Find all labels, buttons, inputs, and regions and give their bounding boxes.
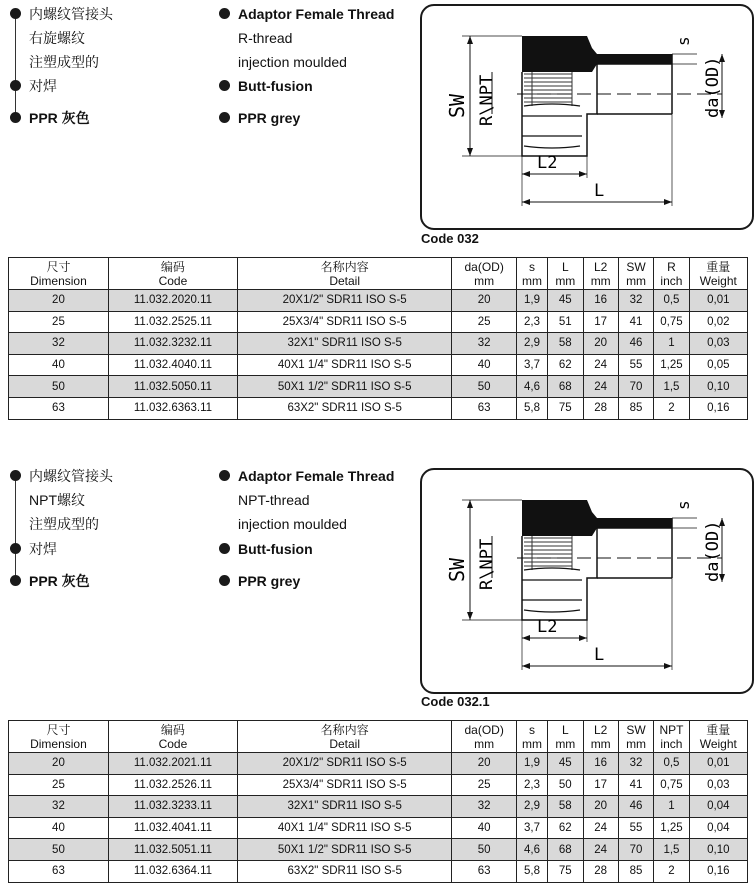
- table-cell: 63: [452, 397, 517, 419]
- table-cell: 28: [583, 860, 618, 882]
- table-cell: 68: [548, 376, 583, 398]
- header-text: L2: [594, 259, 608, 274]
- header-text: injection moulded: [238, 54, 347, 70]
- table-cell: 20: [583, 333, 618, 355]
- header-text: PPR 灰色: [29, 573, 90, 589]
- table-cell: 0,16: [689, 860, 747, 882]
- table-row: [9, 860, 748, 882]
- table-cell: 25: [452, 774, 517, 796]
- table-cell: 0,5: [654, 753, 689, 775]
- header-text: da(OD): [464, 722, 504, 737]
- bullet-icon: [219, 470, 230, 481]
- table-cell: 16: [583, 290, 618, 312]
- table-cell: 46: [618, 333, 653, 355]
- technical-drawing: [420, 468, 754, 694]
- header-text: SW: [626, 259, 646, 274]
- header-text: 重量: [706, 722, 731, 737]
- table-cell: 0,10: [689, 839, 747, 861]
- table-cell: 58: [548, 796, 583, 818]
- thread-label: R\NPT: [477, 74, 497, 126]
- bullet-icon: [219, 80, 230, 91]
- header-text: NPT-thread: [238, 492, 310, 508]
- table-cell: 11.032.6363.11: [108, 397, 237, 419]
- table-cell: 2: [654, 860, 689, 882]
- bullet-icon: [10, 80, 21, 91]
- table-cell: 62: [548, 817, 583, 839]
- l-label: L: [594, 181, 605, 201]
- table-cell: 20: [452, 290, 517, 312]
- table-cell: 62: [548, 354, 583, 376]
- table-cell: 63X2" SDR11 ISO S-5: [237, 397, 451, 419]
- table-row: [9, 753, 748, 775]
- bullet-icon: [219, 112, 230, 123]
- table-cell: 2,3: [516, 774, 547, 796]
- header-text: 编码: [160, 722, 185, 737]
- table-cell: 0,01: [689, 753, 747, 775]
- header-text: 编码: [160, 259, 185, 274]
- table-cell: 20: [583, 796, 618, 818]
- table-row: [9, 333, 748, 355]
- table-cell: 85: [618, 397, 653, 419]
- table-cell: 70: [618, 376, 653, 398]
- header-text: R-thread: [238, 30, 293, 46]
- table-cell: 20X1/2" SDR11 ISO S-5: [237, 753, 451, 775]
- header-text: Detail: [329, 273, 361, 288]
- header-text: R: [667, 259, 676, 274]
- table-cell: 63X2" SDR11 ISO S-5: [237, 860, 451, 882]
- sw-label: SW: [445, 557, 469, 582]
- table-cell: 11.032.2020.11: [108, 290, 237, 312]
- header-text: Dimension: [30, 273, 87, 288]
- table-cell: 3,7: [516, 354, 547, 376]
- table-row: [9, 376, 748, 398]
- table-cell: 20X1/2" SDR11 ISO S-5: [237, 290, 451, 312]
- header-text: injection moulded: [238, 516, 347, 532]
- table-cell: 50: [9, 839, 109, 861]
- table-cell: 55: [618, 817, 653, 839]
- header-text: Weight: [699, 736, 737, 751]
- s-label: s: [674, 36, 693, 46]
- header-text: NPT螺纹: [29, 492, 85, 508]
- table-cell: 2,9: [516, 333, 547, 355]
- header-cell: [452, 258, 517, 290]
- table-row: [9, 311, 748, 333]
- header-cell: [9, 258, 109, 290]
- technical-drawing: [420, 4, 754, 230]
- header-text: inch: [660, 273, 683, 288]
- table-cell: 1,5: [654, 839, 689, 861]
- header-cell: [548, 258, 583, 290]
- table-cell: 40: [452, 817, 517, 839]
- header-text: Butt-fusion: [238, 541, 313, 557]
- header-cell: [108, 721, 237, 753]
- table-cell: 75: [548, 397, 583, 419]
- header-text: Adaptor Female Thread: [238, 6, 395, 22]
- header-cell: [548, 721, 583, 753]
- header-text: L: [561, 259, 569, 274]
- table-row: [9, 290, 748, 312]
- spec-table: [8, 257, 748, 420]
- header-text: s: [529, 722, 536, 737]
- header-text: mm: [555, 736, 576, 751]
- thread-label: R\NPT: [477, 538, 497, 590]
- header-text: Detail: [329, 736, 361, 751]
- table-cell: 11.032.2525.11: [108, 311, 237, 333]
- table-cell: 20: [9, 753, 109, 775]
- header-text: 重量: [706, 259, 731, 274]
- table-cell: 1,5: [654, 376, 689, 398]
- table-cell: 0,02: [689, 311, 747, 333]
- table-cell: 0,04: [689, 796, 747, 818]
- table-cell: 0,10: [689, 376, 747, 398]
- table-cell: 25: [452, 311, 517, 333]
- table-cell: 25: [9, 311, 109, 333]
- table-cell: 50X1 1/2" SDR11 ISO S-5: [237, 839, 451, 861]
- header-text: 内螺纹管接头: [29, 468, 113, 484]
- table-cell: 85: [618, 860, 653, 882]
- header-text: 内螺纹管接头: [29, 6, 113, 22]
- bullet-icon: [10, 112, 21, 123]
- connector-line: [15, 14, 16, 114]
- header-cell: [583, 258, 618, 290]
- table-cell: 11.032.5050.11: [108, 376, 237, 398]
- table-cell: 25X3/4" SDR11 ISO S-5: [237, 774, 451, 796]
- table-cell: 1,9: [516, 753, 547, 775]
- header-text: NPT: [659, 722, 684, 737]
- table-cell: 68: [548, 839, 583, 861]
- table-cell: 2,3: [516, 311, 547, 333]
- table-cell: 46: [618, 796, 653, 818]
- header-text: SW: [626, 722, 646, 737]
- table-cell: 1,25: [654, 817, 689, 839]
- header-cell: [618, 258, 653, 290]
- table-cell: 50X1 1/2" SDR11 ISO S-5: [237, 376, 451, 398]
- table-cell: 11.032.4040.11: [108, 354, 237, 376]
- table-cell: 0,01: [689, 290, 747, 312]
- table-cell: 11.032.6364.11: [108, 860, 237, 882]
- bullet-icon: [219, 575, 230, 586]
- table-cell: 11.032.3233.11: [108, 796, 237, 818]
- table-cell: 20: [9, 290, 109, 312]
- bullet-icon: [219, 8, 230, 19]
- table-cell: 50: [548, 774, 583, 796]
- header-text: Code: [158, 736, 188, 751]
- table-cell: 63: [452, 860, 517, 882]
- header-text: 名称内容: [320, 259, 369, 274]
- table-cell: 5,8: [516, 860, 547, 882]
- header-text: 对焊: [29, 541, 57, 557]
- table-cell: 32: [452, 333, 517, 355]
- table-header-row: [9, 258, 748, 290]
- header-text: 注塑成型的: [29, 516, 99, 532]
- header-cell: [689, 258, 747, 290]
- table-cell: 4,6: [516, 839, 547, 861]
- table-cell: 32: [452, 796, 517, 818]
- table-cell: 50: [9, 376, 109, 398]
- l2-label: L2: [537, 617, 558, 637]
- table-cell: 11.032.3232.11: [108, 333, 237, 355]
- bullet-icon: [10, 575, 21, 586]
- header-text: mm: [474, 736, 495, 751]
- s-label: s: [674, 500, 693, 510]
- table-cell: 17: [583, 774, 618, 796]
- code-label: Code 032.1: [421, 694, 490, 709]
- table-cell: 41: [618, 774, 653, 796]
- table-row: [9, 354, 748, 376]
- header-cell: [689, 721, 747, 753]
- table-cell: 0,16: [689, 397, 747, 419]
- table-row: [9, 839, 748, 861]
- table-cell: 63: [9, 860, 109, 882]
- header-text: mm: [590, 736, 611, 751]
- table-cell: 58: [548, 333, 583, 355]
- table-cell: 41: [618, 311, 653, 333]
- table-cell: 40: [9, 354, 109, 376]
- l2-label: L2: [537, 153, 558, 173]
- table-cell: 50: [452, 839, 517, 861]
- table-cell: 0,04: [689, 817, 747, 839]
- table-cell: 75: [548, 860, 583, 882]
- header-text: Adaptor Female Thread: [238, 468, 395, 484]
- header-text: Weight: [699, 273, 737, 288]
- header-cell: [654, 721, 689, 753]
- header-text: L: [561, 722, 569, 737]
- header-text: 对焊: [29, 78, 57, 94]
- table-row: [9, 817, 748, 839]
- table-cell: 2: [654, 397, 689, 419]
- header-cell: [9, 721, 109, 753]
- header-cell: [654, 258, 689, 290]
- da-label: da(OD): [703, 56, 723, 118]
- sw-label: SW: [445, 93, 469, 118]
- header-text: 尺寸: [46, 722, 71, 737]
- table-cell: 0,05: [689, 354, 747, 376]
- table-cell: 32: [618, 753, 653, 775]
- table-cell: 40X1 1/4" SDR11 ISO S-5: [237, 817, 451, 839]
- table-cell: 20: [452, 753, 517, 775]
- table-cell: 1: [654, 796, 689, 818]
- code-label: Code 032: [421, 231, 479, 246]
- header-text: PPR grey: [238, 573, 301, 589]
- table-cell: 32X1" SDR11 ISO S-5: [237, 796, 451, 818]
- header-cell: [452, 721, 517, 753]
- table-cell: 1,25: [654, 354, 689, 376]
- bullet-icon: [10, 543, 21, 554]
- table-cell: 32X1" SDR11 ISO S-5: [237, 333, 451, 355]
- header-text: mm: [474, 273, 495, 288]
- table-cell: 0,03: [689, 333, 747, 355]
- table-header-row: [9, 721, 748, 753]
- table-cell: 0,5: [654, 290, 689, 312]
- table-row: [9, 397, 748, 419]
- header-cell: [108, 258, 237, 290]
- table-cell: 25: [9, 774, 109, 796]
- table-cell: 0,75: [654, 774, 689, 796]
- header-text: Dimension: [30, 736, 87, 751]
- table-cell: 0,03: [689, 774, 747, 796]
- spec-table: [8, 720, 748, 883]
- header-cell: [583, 721, 618, 753]
- table-cell: 32: [618, 290, 653, 312]
- table-cell: 24: [583, 354, 618, 376]
- table-cell: 45: [548, 290, 583, 312]
- table-cell: 16: [583, 753, 618, 775]
- header-text: mm: [626, 736, 647, 751]
- table-cell: 3,7: [516, 817, 547, 839]
- table-cell: 25X3/4" SDR11 ISO S-5: [237, 311, 451, 333]
- bullet-icon: [10, 470, 21, 481]
- header-text: da(OD): [464, 259, 504, 274]
- table-cell: 17: [583, 311, 618, 333]
- header-text: mm: [522, 273, 543, 288]
- table-cell: 1: [654, 333, 689, 355]
- bullet-icon: [219, 543, 230, 554]
- header-cell: [516, 721, 547, 753]
- table-cell: 32: [9, 333, 109, 355]
- table-cell: 0,75: [654, 311, 689, 333]
- header-text: 名称内容: [320, 722, 369, 737]
- bullet-icon: [10, 8, 21, 19]
- table-cell: 40X1 1/4" SDR11 ISO S-5: [237, 354, 451, 376]
- table-cell: 24: [583, 817, 618, 839]
- table-cell: 50: [452, 376, 517, 398]
- table-cell: 40: [452, 354, 517, 376]
- table-cell: 24: [583, 839, 618, 861]
- header-text: Code: [158, 273, 188, 288]
- header-text: mm: [626, 273, 647, 288]
- table-cell: 70: [618, 839, 653, 861]
- table-cell: 55: [618, 354, 653, 376]
- header-text: 右旋螺纹: [29, 30, 85, 46]
- header-text: inch: [660, 736, 683, 751]
- table-cell: 5,8: [516, 397, 547, 419]
- header-text: Butt-fusion: [238, 78, 313, 94]
- table-row: [9, 774, 748, 796]
- table-cell: 11.032.4041.11: [108, 817, 237, 839]
- da-label: da(OD): [703, 520, 723, 582]
- header-cell: [237, 721, 451, 753]
- header-text: mm: [555, 273, 576, 288]
- table-cell: 32: [9, 796, 109, 818]
- header-text: s: [529, 259, 536, 274]
- table-cell: 2,9: [516, 796, 547, 818]
- header-text: mm: [590, 273, 611, 288]
- header-text: L2: [594, 722, 608, 737]
- table-cell: 40: [9, 817, 109, 839]
- table-cell: 11.032.2021.11: [108, 753, 237, 775]
- header-cell: [237, 258, 451, 290]
- table-cell: 28: [583, 397, 618, 419]
- header-text: PPR 灰色: [29, 110, 90, 126]
- table-cell: 24: [583, 376, 618, 398]
- table-cell: 1,9: [516, 290, 547, 312]
- header-text: PPR grey: [238, 110, 301, 126]
- table-cell: 4,6: [516, 376, 547, 398]
- table-row: [9, 796, 748, 818]
- header-text: mm: [522, 736, 543, 751]
- connector-line: [15, 476, 16, 582]
- l-label: L: [594, 645, 605, 665]
- header-text: 尺寸: [46, 259, 71, 274]
- table-cell: 45: [548, 753, 583, 775]
- header-cell: [516, 258, 547, 290]
- table-cell: 11.032.5051.11: [108, 839, 237, 861]
- table-cell: 11.032.2526.11: [108, 774, 237, 796]
- table-cell: 63: [9, 397, 109, 419]
- table-cell: 51: [548, 311, 583, 333]
- header-cell: [618, 721, 653, 753]
- header-text: 注塑成型的: [29, 54, 99, 70]
